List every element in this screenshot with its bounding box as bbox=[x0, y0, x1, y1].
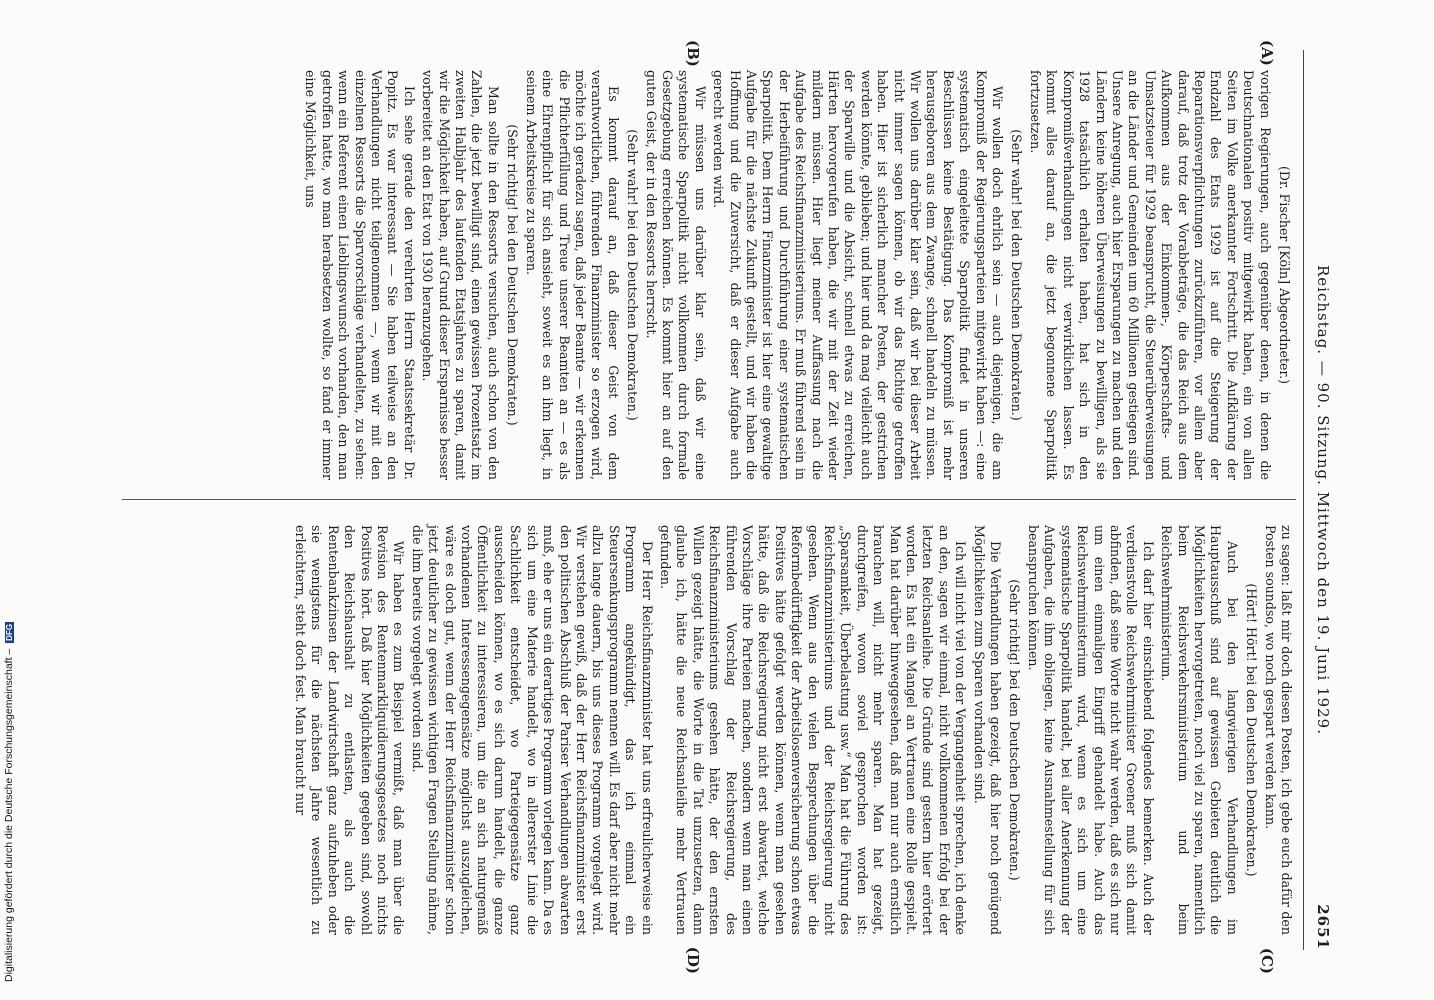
interjection: (Hört! Hört! bei den Deutschen Demokraten.) bbox=[1244, 583, 1260, 877]
header-rule bbox=[1303, 50, 1304, 950]
margin-marker-d: (D) bbox=[684, 946, 702, 974]
paragraph: Ich will nicht viel von der Vergangenheit sprechen, ich denke an den, sagen wir einmal, nicht vollkommenen Erfolg bei der letzten Reichsanleihe. Die Gründe sind gestern hier erörtert worden. Es hat ein Mangel an Vertrauen eine Rolle gespielt. Man hat darüber hinweggesehen, daß man nur auch ernstlich brauchen will, nicht mehr sparen. Man hat gezeigt, durchgreifen, wovon soviel gesprochen worden ist: „Sparsamkeit, Überbelastung usw.“ Man hat die Führung des Reichsfinanzministeriums und der Reichsregierung nicht gesehen. Wenn aus den vielen Besprechungen über die Reformbedürftigkeit der Arbeitslosenversicherung schon etwas Positives hätte gefolgt werden können, wenn man gesehen hätte, daß die Reichsregierung nicht erst abwartet, welche Vorschläge ihre Parteien machen, sondern wenn man einen führenden Vorschlag der Reichsregierung, des Reichsfinanzministeriums gesehen hätte, der den ernsten Willen gezeigt hätte, die Worte in die Tat umzusetzen, dann glaube ich, hätte die neue Reichsanleihe mehr Vertrauen gefunden. bbox=[657, 525, 969, 935]
page-header bbox=[1310, 50, 1332, 950]
paragraph: Der Herr Reichsfinanzminister hat uns erfreulicherweise ein Programm angekündigt, das ich einmal ein Steuersenkungsprogramm nennen will. Es darf aber nicht mehr allzu lange dauern, bis uns dieses Programm vorgelegt wird. Wir verstehen gewiß, daß der Herr Reichsfinanzminister erst den politischen Abschluß der Pariser Verhandlungen abwarten muß, ehe er uns ein derartiges Programm vorlegen kann. Da es sich um eine Materie handelt, wo in allererster Linie die Sachlichkeit entscheidet, wo Parteigegensätze ganz ausscheiden können, wo es sich darum handelt, die ganze Öffentlichkeit zu interessieren, um die an sich naturgemäß vorhandenen Interessengegensätze möglichst auszugleichen, wäre es doch gut, wenn der Herr Reichsfinanzminister schon jetzt deutlicher zu gewissen wichtigen Fragen Stellung nähme, die ihm bereits vorgelegt worden sind. bbox=[409, 525, 655, 935]
digitization-credit bbox=[2, 234, 16, 994]
right-column bbox=[290, 525, 1294, 935]
interjection: (Sehr richtig! bei den Deutschen Demokraten.) bbox=[505, 124, 521, 426]
left-column bbox=[300, 70, 1294, 480]
paragraph: Ich sehe gerade den verehrten Herrn Staatssekretär Dr. Popitz. Es war interessant — Sie haben teilweise an den Verhandlungen nicht teilgenommen —, wenn wir mit den einzelnen Ressorts die Sparvorschläge verhandelten, zu sehen: wenn ein Referent einen Lieblingswunsch vorhanden, den man getroffen hatte, wo man herabsetzen wollte, so fand er immer eine Möglichkeit, uns bbox=[303, 70, 417, 480]
paragraph: Auch bei den langwierigen Verhandlungen im Hauptausschuß sind auf gewissen Gebieten deutlich die Möglichkeiten hervorgetreten, noch viel zu sparen, namentlich beim Reichsverkehrsministerium und beim Reichswehrministerium. bbox=[1159, 525, 1240, 935]
margin-marker-a: (A) bbox=[1258, 40, 1276, 66]
paragraph: Wir müssen uns darüber klar sein, daß wir eine systematische Sparpolitik nicht vollkommen durch formale Gesetzgebung erreichen können. Es kommt hier an auf den guten Geist, der in den Ressorts herrscht. bbox=[643, 70, 708, 480]
margin-marker-c: (C) bbox=[1258, 947, 1276, 974]
interjection: (Sehr wahr! bei den Deutschen Demokraten.) bbox=[625, 129, 641, 421]
paragraph: Ich darf hier einschiebend folgendes bemerken. Auch der verdienstvolle Reichswehrminister Groener muß sich damit abfinden, daß seine Worte nicht wahr werden, daß es sich nur um einen einmaligen Eingriff gehandelt habe. Auch das Reichswehrministerium wird, wenn es sich um eine systematische Sparpolitik handelt, bei aller Anerkennung der Aufgaben, die ihm obliegen, keine Ausnahmestellung für sich beanspruchen können. bbox=[1025, 525, 1156, 935]
page-number: 2651 bbox=[1314, 904, 1332, 950]
document-page bbox=[82, 20, 1352, 980]
header-title: Reichstag. — 90. Sitzung. Mittwoch den 19. Juni 1929. bbox=[1314, 265, 1332, 735]
paragraph: zu sagen: laßt mir doch diesen Posten, ich gebe euch dafür den Posten soundso, wo noch gespart werden kann. bbox=[1262, 525, 1294, 935]
paragraph: Es kommt darauf an, daß dieser Geist von dem verantwortlichen, führenden Finanzminister so erzogen wird, möchte ich geradezu sagen, daß jeder Beamte — wir erkennen die Pflichterfüllung und Treue unserer Beamten an — es als eine Ehrenpflicht für sich ansieht, soweit es an ihm liegt, in seinem Arbeitskreise zu sparen. bbox=[523, 70, 621, 480]
paragraph: Wir wollen doch ehrlich sein — auch diejenigen, die am Kompromiß der Regierungsparteien mitgewirkt haben —: eine systematisch eingeleitete Sparpolitik findet in unseren Beschlüssen keine Bestätigung. Das Kompromiß ist mehr herausgeboren aus dem Zwange, schnell handeln zu müssen. Wir wollen uns darüber klar sein, daß wir bei dieser Arbeit nicht immer sagen können, ob wir das Richtige getroffen haben. Hier ist sicherlich mancher Posten, der gestrichen werden könnte, geblieben; und hier und da mag vielleicht auch der Sparwille und die Absicht, schnell etwas zu erreichen, Härten hervorgerufen haben, die wir mit der Zeit wieder mildern müssen. Hier liegt meiner Auffassung nach die Aufgabe des Reichsfinanzministeriums. Er muß führend sein in der Herbeiführung und Durchführung einer systematischen Sparpolitik. Dem Herrn Finanzminister ist hier eine gewaltige Aufgabe für die nächste Zukunft gestellt, und wir haben die Hoffnung und die Zuversicht, daß er dieser Aufgabe auch gerecht werden wird. bbox=[711, 70, 1006, 480]
speaker-line: (Dr. Fischer [Köln] Abgeordneter.) bbox=[1277, 165, 1292, 385]
paragraph: Die Verhandlungen haben gezeigt, daß hier noch genügend Möglichkeiten zum Sparen vorhanden sind. bbox=[971, 525, 1004, 935]
interjection: (Sehr richtig! bei den Deutschen Demokraten.) bbox=[1007, 579, 1023, 881]
margin-marker-b: (B) bbox=[684, 40, 702, 67]
dfg-logo: DFG bbox=[5, 623, 14, 641]
credit-text: Digitalisierung gefördert durch die Deutsche Forschungsgemeinschaft – bbox=[3, 648, 15, 982]
interjection: (Sehr wahr! bei den Deutschen Demokraten.) bbox=[1009, 129, 1025, 421]
paragraph: vorigen Regierungen, auch gegenüber denen, in denen die Deutschnationalen positiv mitgewirkt haben, ein von allen Seiten im Volke anerkannter Fortschritt. Die Aufklärung der Endzahl des Etats 1929 ist auf die Steigerung der Reparationsverpflichtungen zurückzuführen, vor allem aber darauf, daß trotz der Vorabbeträge, die das Reich aus dem Aufkommen aus der Einkommen-, Körperschafts- und Umsatzsteuer für 1929 beansprucht, die Steuerüberweisungen an die Länder und Gemeinden um 60 Millionen gestiegen sind. Unsere Anregung, auch hier Ersparungen zu machen und den Ländern keine höheren Überweisungen zu bewilligen, als sie 1928 tatsächlich erhalten haben, hat sich in den Kompromißverhandlungen nicht verwirklichen lassen. Es kommt alles darauf an, die jetzt begonnene Sparpolitik fortzusetzen. bbox=[1027, 70, 1273, 480]
paragraph: Man sollte in den Ressorts versuchen, auch schon von den Zahlen, die jetzt bewilligt sind, einen gewissen Prozentsatz im zweiten Halbjahr des laufenden Etatsjahres zu sparen, damit wir die Möglichkeit haben, auf Grund dieser Ersparnisse besser vorbereitet an den Etat von 1930 heranzugehen. bbox=[420, 70, 501, 480]
column-divider bbox=[122, 499, 1296, 500]
paragraph: Wir haben es zum Beispiel vermißt, daß man über die Revision des Rentenmarkliquidierungsgesetzes noch nichts Positives hört. Daß hier Möglichkeiten gegeben sind, sowohl den Reichshaushalt zu entlasten, als auch die Rentenbankzinsen der Landwirtschaft ganz aufzuheben oder sie wenigstens für die nächsten Jahre wesentlich zu erleichtern, steht doch fest. Man braucht nur bbox=[293, 525, 407, 935]
